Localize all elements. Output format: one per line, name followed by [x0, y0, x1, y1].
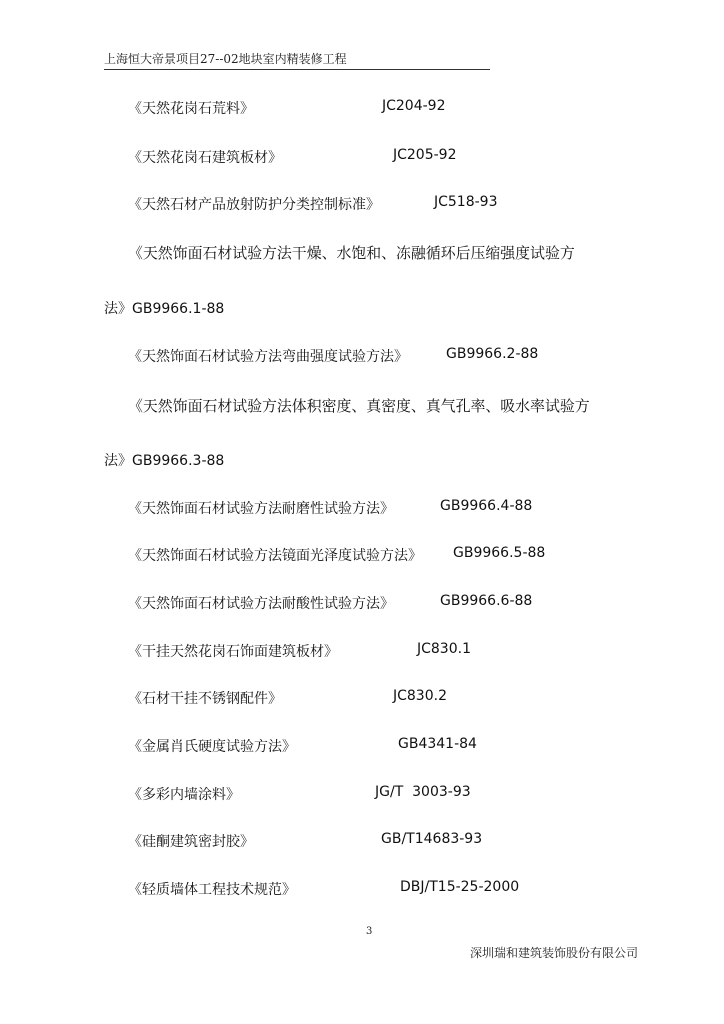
standard-title-line2: 法》GB9966.1-88 — [104, 301, 225, 317]
standard-code: GB9966.2-88 — [446, 346, 539, 362]
standard-title: 《天然饰面石材试验方法耐酸性试验方法》 — [128, 596, 394, 612]
page-header: 上海恒大帝景项目27--02地块室内精装修工程 — [104, 50, 490, 70]
standard-code: JG/T 3003-93 — [375, 784, 471, 800]
standard-title: 《天然饰面石材试验方法镜面光泽度试验方法》 — [128, 548, 422, 564]
standard-code: GB4341-84 — [398, 736, 477, 752]
standard-title: 《天然饰面石材试验方法耐磨性试验方法》 — [128, 501, 394, 517]
page-footer: 深圳瑞和建筑装饰股份有限公司 — [469, 946, 638, 960]
standard-title: 《天然花岗石荒料》 — [128, 101, 254, 117]
standard-code: JC830.2 — [393, 688, 447, 704]
standard-code: GB9966.4-88 — [440, 498, 533, 514]
standard-code: JC830.1 — [417, 641, 471, 657]
standard-title-line1: 《天然饰面石材试验方法体积密度、真密度、真气孔率、吸水率试验方 — [128, 397, 590, 415]
standard-title: 《硅酮建筑密封胶》 — [128, 834, 254, 850]
standard-title: 《石材干挂不锈钢配件》 — [128, 691, 282, 707]
standard-title: 《轻质墙体工程技术规范》 — [128, 882, 296, 898]
standard-code: JC204-92 — [382, 98, 446, 114]
standard-title-line1: 《天然饰面石材试验方法干燥、水饱和、冻融循环后压缩强度试验方 — [128, 244, 575, 262]
standard-title-line2: 法》GB9966.3-88 — [104, 453, 225, 469]
standard-title: 《天然饰面石材试验方法弯曲强度试验方法》 — [128, 349, 408, 365]
standard-title: 《干挂天然花岗石饰面建筑板材》 — [128, 644, 338, 660]
standard-code: JC518-93 — [434, 194, 498, 210]
standard-code: GB/T14683-93 — [381, 831, 483, 847]
standard-title: 《天然石材产品放射防护分类控制标准》 — [128, 197, 380, 213]
standard-title: 《金属肖氏硬度试验方法》 — [128, 739, 296, 755]
standard-code: GB9966.5-88 — [453, 545, 546, 561]
page-number: 3 — [366, 926, 373, 937]
standard-code: DBJ/T15-25-2000 — [400, 879, 520, 895]
standard-title: 《多彩内墙涂料》 — [128, 787, 240, 803]
standard-title: 《天然花岗石建筑板材》 — [128, 150, 282, 166]
standard-code: GB9966.6-88 — [440, 593, 533, 609]
standard-code: JC205-92 — [393, 147, 457, 163]
